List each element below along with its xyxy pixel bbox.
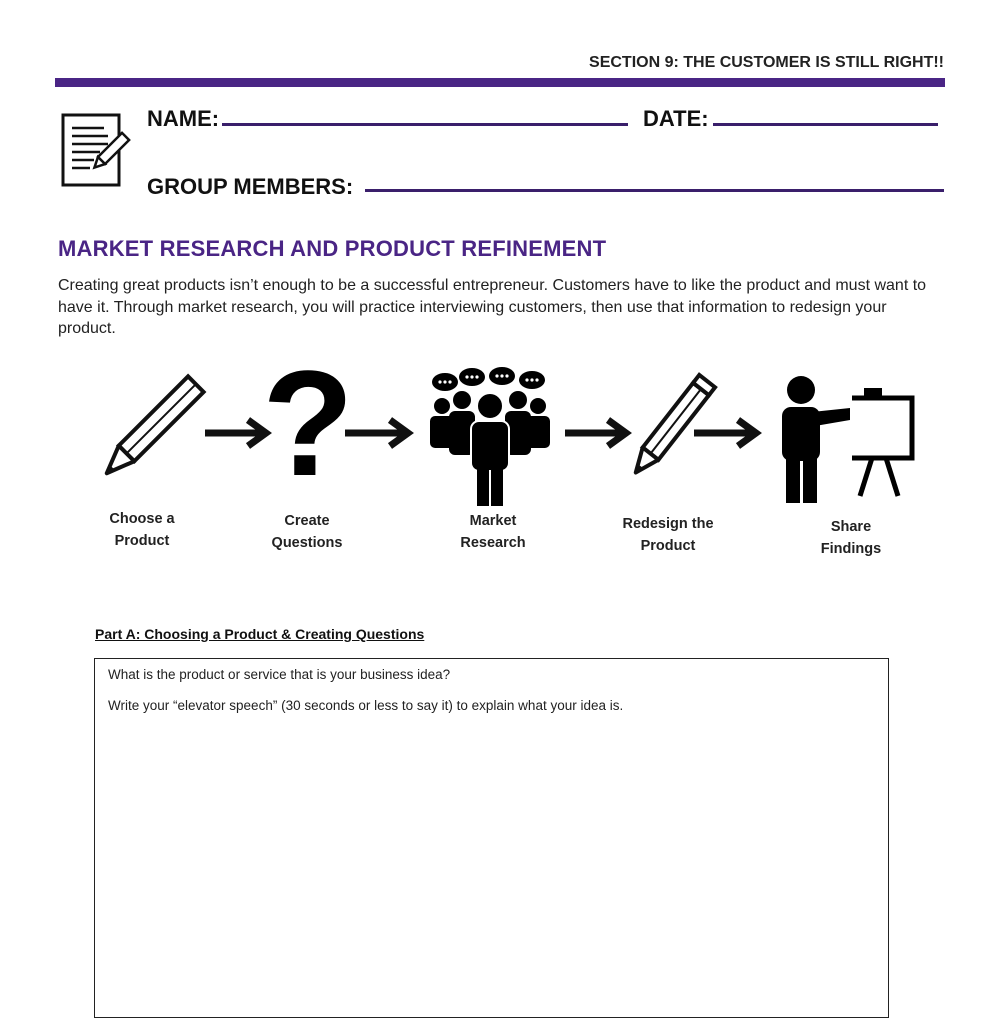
group-members-label: GROUP MEMBERS: — [147, 174, 354, 199]
pencil-icon — [99, 376, 204, 481]
section-heading: SECTION 9: THE CUSTOMER IS STILL RIGHT!! — [589, 54, 944, 71]
part-a-title: Part A: Choosing a Product & Creating Questions — [95, 626, 425, 642]
question-mark-icon: ? — [262, 360, 354, 507]
step-label-create-questions: Create Questions — [271, 513, 343, 551]
arrow-icon — [565, 420, 626, 446]
step-label-market-research: Market Research — [460, 513, 526, 551]
name-input-line[interactable] — [222, 123, 628, 126]
step-label-share-findings: Share Findings — [820, 519, 882, 557]
step-label-redesign-product: Redesign the Product — [622, 516, 714, 554]
question-product: What is the product or service that is your business idea? — [108, 667, 451, 682]
arrow-icon — [694, 420, 756, 446]
step-label-choose-product: Choose a Product — [109, 511, 175, 549]
people-group-icon — [430, 367, 550, 506]
arrow-icon — [345, 420, 408, 446]
pencil-icon — [628, 375, 715, 479]
document-pencil-icon — [60, 112, 136, 188]
header-divider — [55, 78, 945, 87]
page-title: MARKET RESEARCH AND PRODUCT REFINEMENT — [58, 236, 607, 261]
intro-paragraph: Creating great products isn’t enough to be a successful entrepreneur. Customers have to like the product and must want to have it. Through market research, you will practice interviewing customers, then use that information to redesign your product. — [58, 277, 927, 337]
presenter-icon — [782, 376, 912, 503]
question-elevator-speech: Write your “elevator speech” (30 seconds or less to say it) to explain what your idea is. — [108, 698, 624, 713]
date-label: DATE: — [643, 106, 709, 131]
process-diagram — [0, 360, 1000, 520]
date-input-line[interactable] — [713, 123, 938, 126]
name-label: NAME: — [147, 106, 220, 131]
group-members-input-line[interactable] — [365, 189, 944, 192]
arrow-icon — [205, 420, 266, 446]
